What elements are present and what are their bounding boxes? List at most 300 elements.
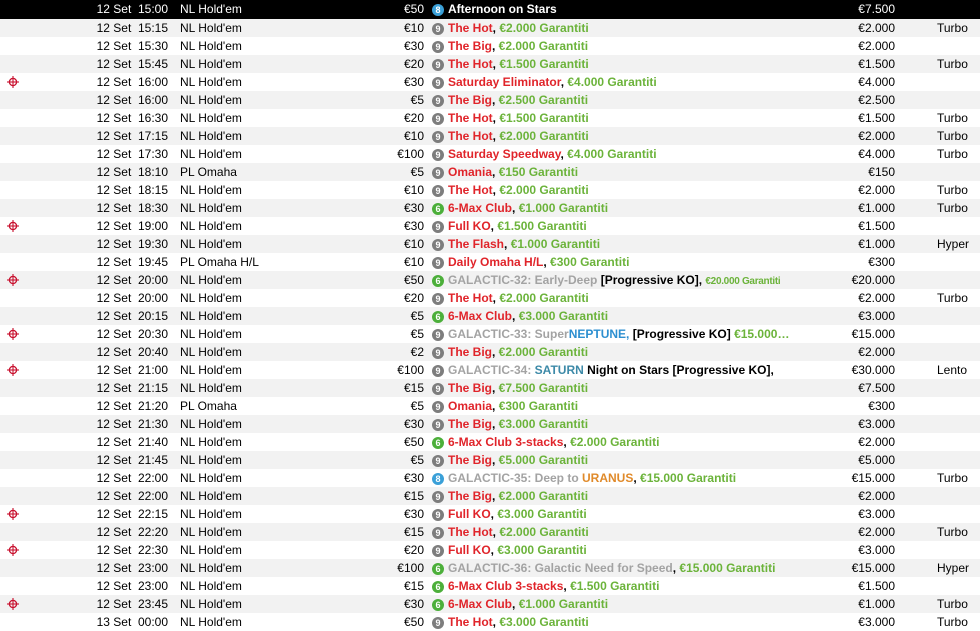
tournament-name[interactable] — [448, 199, 838, 217]
icon-cell — [6, 55, 22, 73]
icon-cell — [6, 361, 22, 379]
icon-cell — [6, 109, 22, 127]
tournament-name-part: €4.000 Garantiti — [567, 75, 657, 89]
buy-in: €30 — [403, 417, 424, 431]
prize-pool: €1.500 — [858, 111, 895, 125]
game-type: NL Hold'em — [180, 543, 242, 557]
tournament-name[interactable] — [448, 325, 838, 343]
prize-pool: €1.000 — [858, 201, 895, 215]
game-type: NL Hold'em — [180, 453, 242, 467]
table-row[interactable] — [0, 541, 980, 559]
start-datetime: 12 Set 23:45 — [96, 597, 168, 611]
speed: Turbo — [937, 129, 968, 143]
seats-badge: 9 — [432, 383, 444, 395]
icon-cell — [6, 91, 22, 109]
tournament-name-part: The Hot — [448, 129, 493, 143]
start-datetime: 12 Set 17:30 — [96, 147, 168, 161]
icon-cell — [6, 415, 22, 433]
table-row[interactable] — [0, 181, 980, 199]
start-datetime: 12 Set 21:20 — [96, 399, 168, 413]
icon-cell — [6, 0, 22, 18]
game-type: NL Hold'em — [180, 183, 242, 197]
game-type: PL Omaha — [180, 165, 237, 179]
icon-cell — [6, 325, 22, 343]
tournament-name-part: , — [492, 525, 500, 539]
tournament-name-part: Full KO — [448, 543, 491, 557]
tournament-name-part: , — [492, 381, 499, 395]
start-datetime: 12 Set 22:30 — [96, 543, 168, 557]
speed: Hyper — [937, 561, 970, 575]
seats-badge: 9 — [432, 365, 444, 377]
prize-pool: €3.000 — [858, 507, 895, 521]
tournament-name-part: €4.000 Garantiti — [567, 147, 657, 161]
table-row[interactable] — [0, 469, 980, 487]
buy-in: €30 — [403, 39, 424, 53]
prize-pool: €300 — [868, 255, 895, 269]
target-icon — [7, 76, 19, 88]
tournament-name-part: €300 Garantiti — [550, 255, 630, 269]
prize-pool: €1.500 — [858, 57, 895, 71]
seats-badge: 9 — [432, 347, 444, 359]
tournament-name-part: €1.500 Garantiti — [497, 219, 587, 233]
seats-cell — [432, 361, 446, 379]
seats-cell — [432, 505, 446, 523]
game-type: NL Hold'em — [180, 381, 242, 395]
game-type: NL Hold'em — [180, 615, 242, 629]
buy-in: €30 — [403, 597, 424, 611]
tournament-name-part: Night on Stars [Progressive KO], — [583, 363, 774, 377]
game-type: NL Hold'em — [180, 363, 242, 377]
table-row[interactable] — [0, 325, 980, 343]
speed: Turbo — [937, 201, 968, 215]
buy-in: €30 — [403, 75, 424, 89]
prize-pool: €1.000 — [858, 597, 895, 611]
tournament-name-part: €3.000 Garantiti — [497, 543, 587, 557]
seats-badge: 9 — [432, 329, 444, 341]
table-row[interactable] — [0, 199, 980, 217]
game-type: NL Hold'em — [180, 507, 242, 521]
buy-in: €5 — [410, 93, 424, 107]
table-row[interactable] — [0, 415, 980, 433]
prize-pool: €2.000 — [858, 291, 895, 305]
target-icon — [7, 364, 19, 376]
tournament-name-part: , — [698, 273, 706, 287]
seats-badge: 9 — [432, 95, 444, 107]
tournament-name-part: Saturday Speedway — [448, 147, 561, 161]
tournament-name-part: , — [492, 345, 499, 359]
seats-cell — [432, 541, 446, 559]
start-datetime: 12 Set 15:30 — [96, 39, 168, 53]
tournament-name[interactable] — [448, 253, 838, 271]
tournament-name-part: The Hot — [448, 291, 493, 305]
tournament-name-part: The Big — [448, 345, 492, 359]
tournament-name[interactable] — [448, 379, 838, 397]
tournament-name-part: €7.500 Garantiti — [498, 381, 589, 395]
table-row[interactable] — [0, 613, 980, 631]
table-row[interactable] — [0, 379, 980, 397]
table-row[interactable] — [0, 19, 980, 37]
seats-cell — [432, 0, 446, 18]
seats-badge: 9 — [432, 509, 444, 521]
tournament-name-part: 6-Max Club — [448, 309, 513, 323]
tournament-name-part: €300 Garantiti — [498, 399, 579, 413]
tournament-name[interactable] — [448, 289, 838, 307]
seats-badge: 6 — [432, 437, 444, 449]
table-row[interactable] — [0, 559, 980, 577]
tournament-name-part: [Progressive KO] — [632, 327, 735, 341]
tournament-name[interactable] — [448, 91, 838, 109]
prize-pool: €4.000 — [858, 147, 895, 161]
seats-badge: 9 — [432, 401, 444, 413]
tournament-name[interactable] — [448, 181, 838, 199]
tournament-name[interactable] — [448, 19, 838, 37]
table-row[interactable] — [0, 343, 980, 361]
buy-in: €50 — [403, 615, 424, 629]
game-type: NL Hold'em — [180, 219, 242, 233]
buy-in: €30 — [403, 219, 424, 233]
buy-in: €20 — [403, 291, 424, 305]
seats-badge: 9 — [432, 149, 444, 161]
seats-badge: 9 — [432, 59, 444, 71]
tournament-name-part: Full KO — [448, 219, 491, 233]
tournament-name[interactable] — [448, 451, 838, 469]
tournament-name-part: Daily Omaha H/L — [448, 255, 544, 269]
target-icon — [7, 598, 19, 610]
tournament-name[interactable] — [448, 235, 838, 253]
tournament-name-part: The Hot — [448, 525, 493, 539]
seats-badge: 9 — [432, 293, 444, 305]
prize-pool: €1.500 — [858, 219, 895, 233]
speed: Turbo — [937, 615, 968, 629]
table-row[interactable] — [0, 487, 980, 505]
tournament-name[interactable] — [448, 433, 838, 451]
tournament-name-part: , — [492, 39, 499, 53]
icon-cell — [6, 217, 22, 235]
tournament-name-part: , — [672, 561, 680, 575]
icon-cell — [6, 451, 22, 469]
table-row[interactable] — [0, 37, 980, 55]
prize-pool: €2.000 — [858, 183, 895, 197]
table-row[interactable] — [0, 595, 980, 613]
game-type: PL Omaha H/L — [180, 255, 259, 269]
game-type: NL Hold'em — [180, 201, 242, 215]
buy-in: €30 — [403, 507, 424, 521]
seats-badge: 9 — [432, 113, 444, 125]
start-datetime: 12 Set 21:15 — [96, 381, 168, 395]
prize-pool: €7.500 — [858, 2, 895, 16]
tournament-name[interactable] — [448, 163, 838, 181]
tournament-name-part: The Hot — [448, 615, 493, 629]
tournament-name[interactable] — [448, 559, 838, 577]
tournament-name-part: 6-Max Club — [448, 579, 516, 593]
tournament-name[interactable] — [448, 523, 838, 541]
table-row[interactable] — [0, 253, 980, 271]
seats-badge: 9 — [432, 257, 444, 269]
tournament-name-part: €2.000 Garantiti — [499, 291, 589, 305]
tournament-name-part: The Hot — [448, 21, 493, 35]
tournament-name-part: 6-Max Club — [448, 201, 513, 215]
game-type: NL Hold'em — [180, 291, 242, 305]
tournament-name[interactable] — [448, 109, 838, 127]
tournament-name-part: €150 Garantiti — [498, 165, 579, 179]
tournament-name-part: €1.000 Garantiti — [518, 597, 609, 611]
tournament-name-part: , — [492, 399, 499, 413]
seats-badge: 8 — [432, 4, 444, 16]
tournament-name[interactable] — [448, 55, 838, 73]
tournament-name-part: , — [633, 471, 641, 485]
start-datetime: 12 Set 21:30 — [96, 417, 168, 431]
icon-cell — [6, 559, 22, 577]
tournament-name-part: , — [492, 453, 499, 467]
table-row[interactable] — [0, 91, 980, 109]
tournament-name-part: , — [626, 327, 633, 341]
tournament-name-part: The Big — [448, 453, 492, 467]
tournament-name-part: Omania — [448, 399, 493, 413]
tournament-name[interactable] — [448, 361, 838, 379]
seats-cell — [432, 343, 446, 361]
tournament-name-part: , — [492, 21, 500, 35]
tournament-name[interactable] — [448, 343, 838, 361]
seats-badge: 9 — [432, 239, 444, 251]
game-type: NL Hold'em — [180, 309, 242, 323]
start-datetime: 12 Set 22:00 — [96, 471, 168, 485]
table-row[interactable] — [0, 397, 980, 415]
tournament-name-part: €5.000 Garantiti — [498, 453, 589, 467]
prize-pool: €1.500 — [858, 579, 895, 593]
tournament-name[interactable] — [448, 217, 838, 235]
tournament-name[interactable] — [448, 595, 838, 613]
target-icon — [7, 220, 19, 232]
buy-in: €20 — [403, 543, 424, 557]
icon-cell — [6, 397, 22, 415]
start-datetime: 12 Set 21:40 — [96, 435, 168, 449]
tournament-name[interactable] — [448, 397, 838, 415]
game-type: NL Hold'em — [180, 327, 242, 341]
buy-in: €100 — [397, 363, 424, 377]
icon-cell — [6, 505, 22, 523]
tournament-name[interactable] — [448, 145, 838, 163]
table-row[interactable] — [0, 361, 980, 379]
table-row[interactable] — [0, 55, 980, 73]
tournament-name[interactable] — [448, 73, 838, 91]
game-type: NL Hold'em — [180, 561, 242, 575]
seats-cell — [432, 127, 446, 145]
tournament-name[interactable] — [448, 469, 838, 487]
icon-cell — [6, 145, 22, 163]
table-row[interactable] — [0, 145, 980, 163]
tournament-name[interactable] — [448, 307, 838, 325]
buy-in: €5 — [410, 165, 424, 179]
buy-in: €10 — [403, 129, 424, 143]
buy-in: €15 — [403, 489, 424, 503]
icon-cell — [6, 307, 22, 325]
tournament-name-part: , — [563, 579, 571, 593]
tournament-name[interactable] — [448, 415, 838, 433]
tournament-name[interactable] — [448, 0, 838, 19]
tournament-name-part: €2.000 Garantiti — [499, 525, 589, 539]
start-datetime: 12 Set 15:15 — [96, 21, 168, 35]
seats-cell — [432, 289, 446, 307]
tournament-name-part: €2.000 Garantiti — [499, 183, 589, 197]
icon-cell — [6, 523, 22, 541]
seats-cell — [432, 91, 446, 109]
table-row[interactable] — [0, 163, 980, 181]
prize-pool: €2.000 — [858, 39, 895, 53]
target-icon — [7, 328, 19, 340]
start-datetime: 12 Set 21:00 — [96, 363, 168, 377]
table-row[interactable] — [0, 0, 980, 19]
table-row[interactable] — [0, 109, 980, 127]
icon-cell — [6, 181, 22, 199]
prize-pool: €300 — [868, 399, 895, 413]
tournament-name[interactable] — [448, 577, 838, 595]
tournament-name-part: €1.500 Garantiti — [499, 57, 589, 71]
prize-pool: €3.000 — [858, 615, 895, 629]
tournament-name[interactable] — [448, 127, 838, 145]
speed: Turbo — [937, 597, 968, 611]
start-datetime: 12 Set 20:30 — [96, 327, 168, 341]
tournament-name-part: €2.000 Garantiti — [498, 345, 589, 359]
speed: Turbo — [937, 21, 968, 35]
game-type: NL Hold'em — [180, 471, 242, 485]
tournament-name[interactable] — [448, 487, 838, 505]
table-row[interactable] — [0, 235, 980, 253]
tournament-name-part: , — [492, 291, 500, 305]
seats-cell — [432, 613, 446, 631]
buy-in: €10 — [403, 255, 424, 269]
seats-cell — [432, 181, 446, 199]
prize-pool: €15.000 — [851, 561, 895, 575]
tournament-name-part: GALACTIC-34: — [448, 363, 535, 377]
seats-badge: 9 — [432, 419, 444, 431]
tournament-name-part: The Hot — [448, 111, 493, 125]
buy-in: €15 — [403, 579, 424, 593]
tournament-name-part: , — [512, 309, 519, 323]
prize-pool: €2.000 — [858, 435, 895, 449]
tournament-name-part: GALACTIC-35: Deep to — [448, 471, 583, 485]
table-row[interactable] — [0, 217, 980, 235]
prize-pool: €5.000 — [858, 453, 895, 467]
prize-pool: €1.000 — [858, 237, 895, 251]
tournament-name-part: GALACTIC-36: Galactic Need for Speed — [448, 561, 673, 575]
seats-cell — [432, 577, 446, 595]
tournament-name-part: The Big — [448, 489, 492, 503]
tournament-name[interactable] — [448, 505, 838, 523]
table-row[interactable] — [0, 433, 980, 451]
seats-cell — [432, 595, 446, 613]
start-datetime: 12 Set 22:00 — [96, 489, 168, 503]
target-icon — [7, 274, 19, 286]
seats-cell — [432, 415, 446, 433]
seats-badge: 9 — [432, 221, 444, 233]
tournament-name-part: , — [504, 237, 511, 251]
tournament-name-part: , — [492, 417, 499, 431]
game-type: NL Hold'em — [180, 39, 242, 53]
table-row[interactable] — [0, 73, 980, 91]
buy-in: €15 — [403, 525, 424, 539]
start-datetime: 12 Set 15:45 — [96, 57, 168, 71]
tournament-name[interactable] — [448, 271, 838, 291]
tournament-name-part: €2.000 Garantiti — [499, 129, 589, 143]
start-datetime: 12 Set 18:10 — [96, 165, 168, 179]
table-row[interactable] — [0, 451, 980, 469]
tournament-name-part: , — [560, 147, 568, 161]
tournament-name-part: The Flash — [448, 237, 505, 251]
table-row[interactable] — [0, 127, 980, 145]
tournament-name-part: 6-Max Club — [448, 435, 516, 449]
start-datetime: 12 Set 18:15 — [96, 183, 168, 197]
start-datetime: 12 Set 20:00 — [96, 273, 168, 287]
prize-pool: €2.000 — [858, 525, 895, 539]
speed: Turbo — [937, 471, 968, 485]
tournament-name-part: €3.000 Garantiti — [499, 615, 589, 629]
icon-cell — [6, 379, 22, 397]
tournament-name-part: The Big — [448, 417, 492, 431]
seats-badge: 6 — [432, 311, 444, 323]
icon-cell — [6, 595, 22, 613]
icon-cell — [6, 613, 22, 631]
seats-cell — [432, 397, 446, 415]
tournament-name-part: The Big — [448, 93, 492, 107]
start-datetime: 12 Set 22:20 — [96, 525, 168, 539]
tournament-name-part: The Hot — [448, 183, 493, 197]
tournament-name-part: €3.000 Garantiti — [498, 417, 589, 431]
seats-cell — [432, 55, 446, 73]
seats-cell — [432, 145, 446, 163]
tournament-name-part: €3.000 Garantiti — [518, 309, 609, 323]
icon-cell — [6, 289, 22, 307]
tournament-name-part: €2.000 Garantiti — [498, 489, 589, 503]
tournament-name-part: €1.000 Garantiti — [518, 201, 609, 215]
table-row[interactable] — [0, 307, 980, 325]
table-row[interactable] — [0, 505, 980, 523]
tournament-name-part: URANUS — [582, 471, 634, 485]
tournament-name-part: €15.000 Garantiti — [679, 561, 776, 575]
table-row[interactable] — [0, 271, 980, 289]
table-row[interactable] — [0, 523, 980, 541]
buy-in: €5 — [410, 309, 424, 323]
table-row[interactable] — [0, 577, 980, 595]
seats-cell — [432, 109, 446, 127]
tournament-name[interactable] — [448, 613, 838, 631]
icon-cell — [6, 487, 22, 505]
tournament-name-part: €15.000… — [734, 327, 790, 341]
buy-in: €10 — [403, 21, 424, 35]
tournament-name-part: , — [492, 183, 500, 197]
game-type: PL Omaha — [180, 399, 237, 413]
game-type: NL Hold'em — [180, 2, 242, 16]
tournament-name-part: €1.500 Garantiti — [570, 579, 660, 593]
icon-cell — [6, 73, 22, 91]
seats-cell — [432, 379, 446, 397]
buy-in: €100 — [397, 561, 424, 575]
target-icon — [7, 544, 19, 556]
icon-cell — [6, 577, 22, 595]
prize-pool: €2.500 — [858, 93, 895, 107]
tournament-name-part: €2.000 Garantiti — [498, 39, 589, 53]
tournament-name-part: The Hot — [448, 57, 493, 71]
seats-cell — [432, 559, 446, 577]
tournament-name-part: , — [492, 165, 499, 179]
seats-badge: 6 — [432, 563, 444, 575]
tournament-name[interactable] — [448, 37, 838, 55]
buy-in: €20 — [403, 111, 424, 125]
tournament-name-part: €2.000 Garantiti — [570, 435, 660, 449]
game-type: NL Hold'em — [180, 129, 242, 143]
tournament-name[interactable] — [448, 541, 838, 559]
tournament-name-part: €3.000 Garantiti — [497, 507, 587, 521]
table-row[interactable] — [0, 289, 980, 307]
